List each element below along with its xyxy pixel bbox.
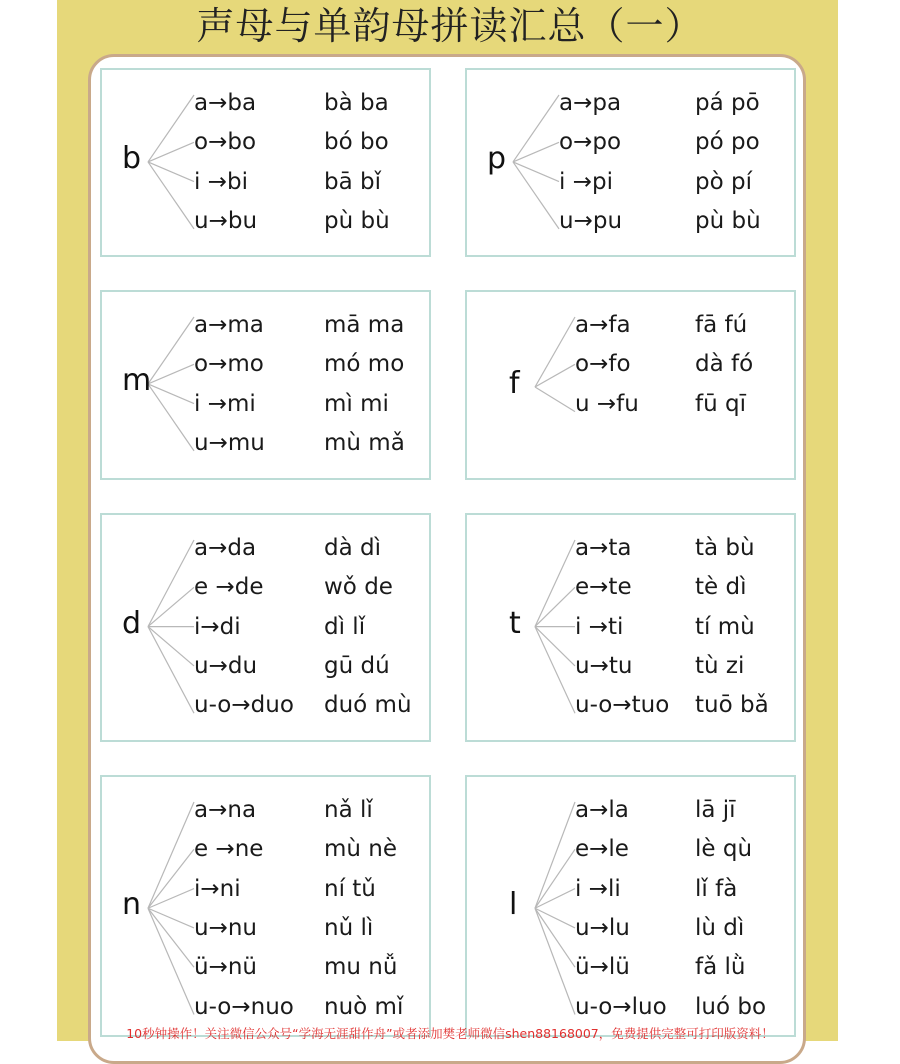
example-word: dà dì xyxy=(324,535,381,561)
syllable-combination: u→nu xyxy=(194,914,258,941)
example-word: pù bù xyxy=(695,207,761,234)
syllable-combination: i →mi xyxy=(194,390,256,417)
syllable-combination: a→ba xyxy=(194,90,257,116)
example-word: bà ba xyxy=(324,90,389,116)
syllable-combination: ü→nü xyxy=(194,954,258,981)
initial-consonant: m xyxy=(122,362,152,398)
example-word: lǐ fà xyxy=(695,875,738,902)
spelling-card-m xyxy=(100,290,431,480)
syllable-combination: e→le xyxy=(575,836,629,863)
promo-footer: 10秒钟操作！关注微信公众号“学海无涯甜作舟”或者添加樊老师微信shen88168007，免费提供完整可打印版资料！ xyxy=(126,1026,774,1041)
example-word: lè qù xyxy=(695,836,753,863)
syllable-combination: ü→lü xyxy=(575,954,630,981)
syllable-combination: a→ma xyxy=(194,312,264,338)
syllable-combination: i →ti xyxy=(575,613,624,640)
syllable-combination: a→la xyxy=(575,797,629,823)
example-word: fū qī xyxy=(695,390,746,417)
syllable-combination: u-o→duo xyxy=(194,692,294,719)
spelling-card-b xyxy=(100,68,431,257)
example-word: tà bù xyxy=(695,535,755,561)
syllable-combination: a→fa xyxy=(575,312,631,338)
syllable-combination: u-o→nuo xyxy=(194,993,294,1020)
example-word: lù dì xyxy=(695,914,745,941)
example-word: duó mù xyxy=(324,692,412,719)
example-word: tù zi xyxy=(695,652,745,679)
initial-consonant: d xyxy=(122,605,142,641)
example-word: dì lǐ xyxy=(324,613,366,640)
example-word: dà fó xyxy=(695,351,754,378)
syllable-combination: i →bi xyxy=(194,168,248,195)
example-word: mì mi xyxy=(324,390,389,417)
initial-consonant: t xyxy=(509,605,521,641)
example-word: mù nè xyxy=(324,836,398,863)
syllable-combination: e→te xyxy=(575,574,632,601)
page-title: 声母与单韵母拼读汇总（一） xyxy=(196,4,704,48)
example-word: tí mù xyxy=(695,613,755,640)
example-word: mó mo xyxy=(324,351,405,378)
example-word: ní tǔ xyxy=(324,875,376,902)
initial-consonant: f xyxy=(509,366,520,401)
syllable-combination: i→di xyxy=(194,613,241,640)
syllable-combination: u→mu xyxy=(194,429,265,456)
syllable-combination: i →li xyxy=(575,875,621,902)
initial-consonant: l xyxy=(509,887,518,923)
syllable-combination: a→ta xyxy=(575,535,632,561)
syllable-combination: e →de xyxy=(194,574,264,601)
syllable-combination: a→da xyxy=(194,535,257,561)
syllable-combination: a→na xyxy=(194,797,257,823)
example-word: tuō bǎ xyxy=(695,692,769,719)
example-word: wǒ de xyxy=(324,574,393,601)
syllable-combination: u-o→tuo xyxy=(575,692,670,719)
example-word: pò pí xyxy=(695,168,752,195)
syllable-combination: i→ni xyxy=(194,875,241,902)
example-word: bā bǐ xyxy=(324,168,381,195)
example-word: tè dì xyxy=(695,574,747,601)
example-word: fǎ lǜ xyxy=(695,954,746,981)
example-word: pù bù xyxy=(324,207,390,234)
syllable-combination: e →ne xyxy=(194,836,264,863)
example-word: lā jī xyxy=(695,797,736,823)
syllable-combination: u→lu xyxy=(575,914,630,941)
spelling-card-l xyxy=(465,775,796,1037)
syllable-combination: u-o→luo xyxy=(575,993,667,1020)
example-word: nǎ lǐ xyxy=(324,797,373,823)
example-word: gū dú xyxy=(324,652,390,679)
example-word: mu nǚ xyxy=(324,954,398,981)
syllable-combination: o→bo xyxy=(194,129,257,156)
syllable-combination: u→du xyxy=(194,652,258,679)
spelling-card-d xyxy=(100,513,431,742)
example-word: nǔ lì xyxy=(324,914,374,941)
example-word: pó po xyxy=(695,129,760,156)
spelling-card-p xyxy=(465,68,796,257)
syllable-combination: o→fo xyxy=(575,351,631,378)
example-word: mā ma xyxy=(324,312,405,338)
example-word: mù mǎ xyxy=(324,429,405,456)
spelling-card-f xyxy=(465,290,796,480)
syllable-combination: i →pi xyxy=(559,168,613,195)
spelling-card-n xyxy=(100,775,431,1037)
spelling-card-t xyxy=(465,513,796,742)
example-word: pá pō xyxy=(695,90,760,116)
syllable-combination: u→bu xyxy=(194,207,258,234)
example-word: luó bo xyxy=(695,993,767,1020)
syllable-combination: u→tu xyxy=(575,652,633,679)
example-word: bó bo xyxy=(324,129,389,156)
syllable-combination: u →fu xyxy=(575,390,639,417)
syllable-combination: o→mo xyxy=(194,351,264,378)
initial-consonant: b xyxy=(122,140,142,176)
initial-consonant: n xyxy=(122,887,142,923)
initial-consonant: p xyxy=(487,140,507,176)
syllable-combination: u→pu xyxy=(559,207,623,234)
example-word: nuò mǐ xyxy=(324,993,404,1020)
example-word: fā fú xyxy=(695,312,748,338)
syllable-combination: a→pa xyxy=(559,90,622,116)
syllable-combination: o→po xyxy=(559,129,622,156)
